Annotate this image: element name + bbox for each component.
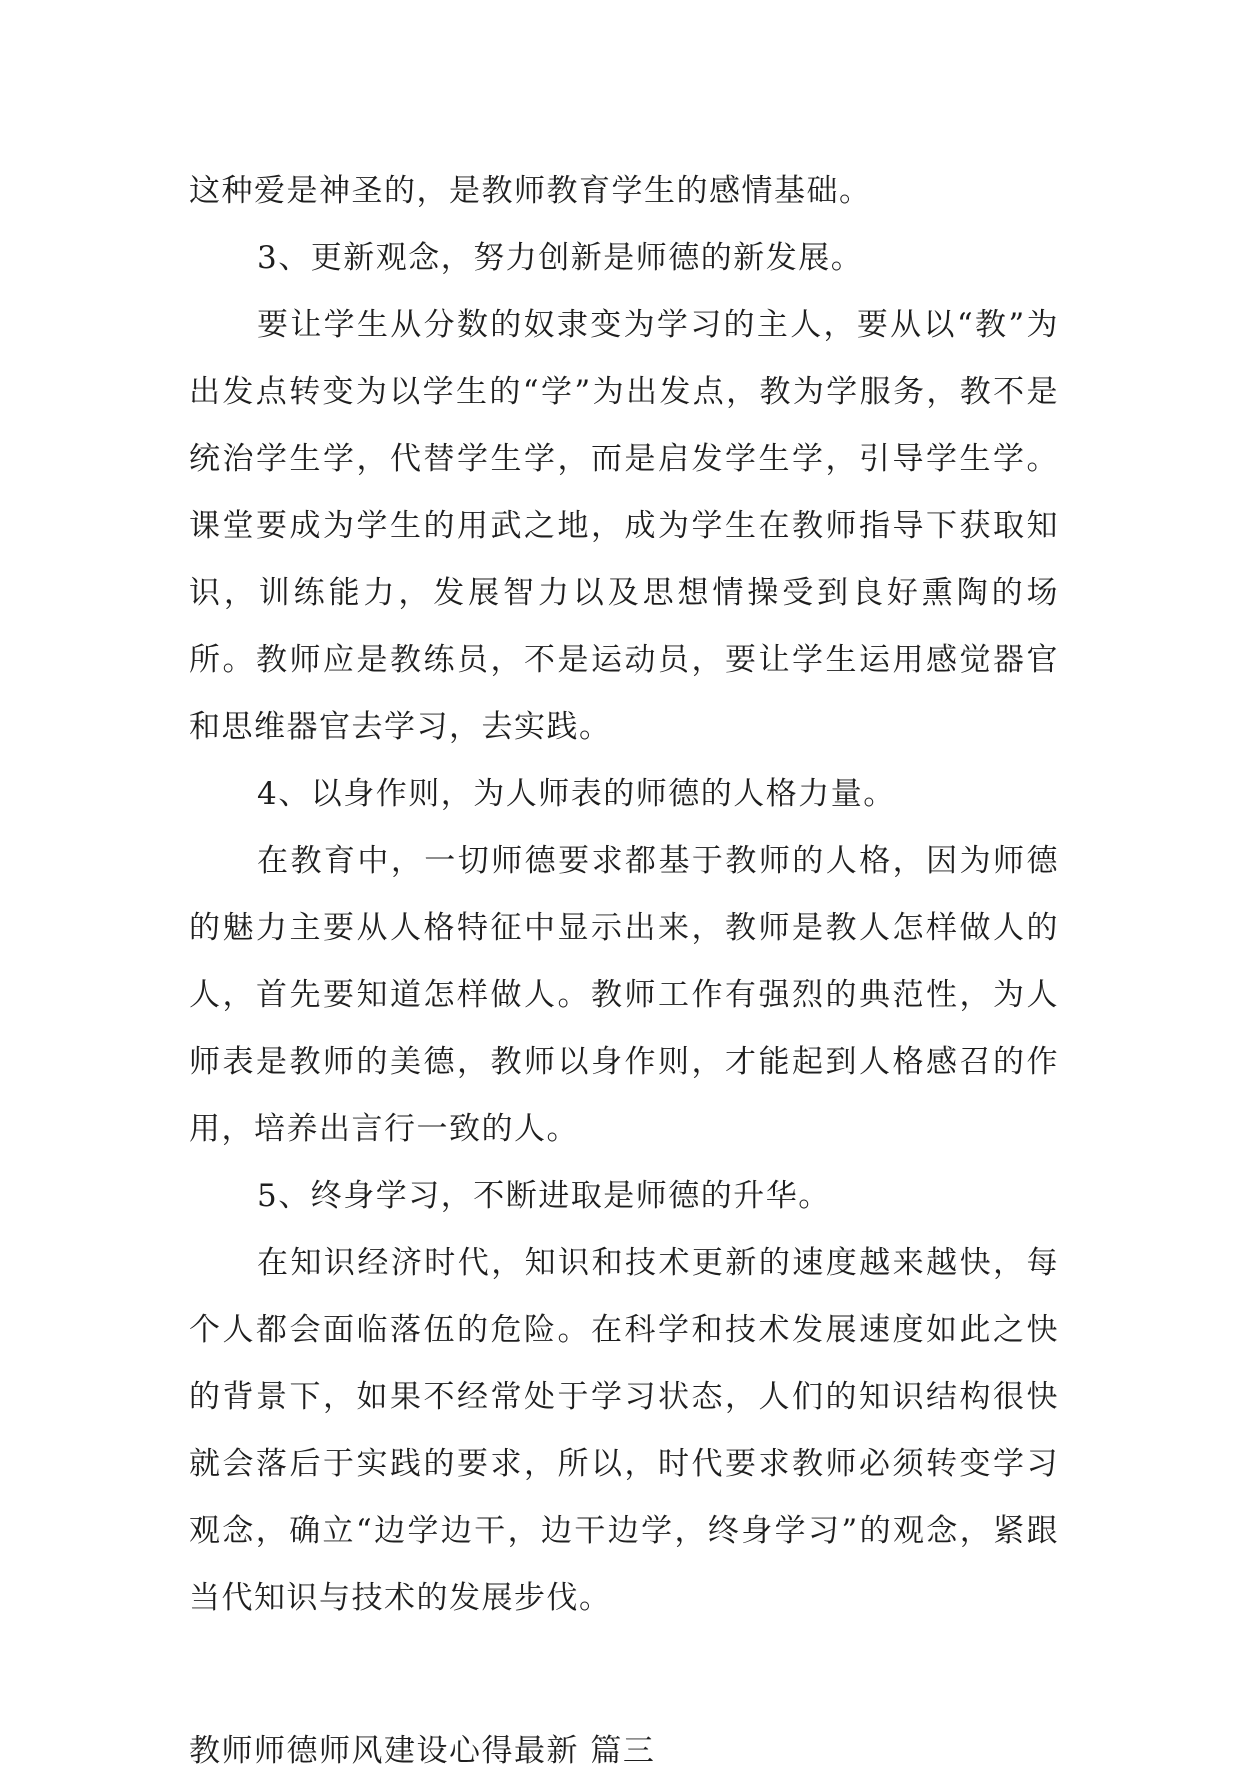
point-5-body: 在知识经济时代，知识和技术更新的速度越来越快，每个人都会面临落伍的危险。在科学和技术发展速度如此之快的背景下，如果不经常处于学习状态，人们的知识结构很快就会落后于实践的要求，所以，时代要求教师必须转变学习观念，确立“边学边干，边干边学，终身学习”的观念，紧跟当代知识与技术的发展步伐。 [189, 1245, 1059, 1616]
point-3-heading: 3、更新观念，努力创新是师德的新发展。 [257, 240, 864, 276]
point-4-body: 在教育中，一切师德要求都基于教师的人格，因为师德的魅力主要从人格特征中显示出来，教师是教人怎样做人的人，首先要知道怎样做人。教师工作有强烈的典范性，为人师表是教师的美德，教师以身作则，才能起到人格感召的作用，培养出言行一致的人。 [189, 843, 1059, 1147]
document-body [189, 158, 1059, 1785]
section-title: 教师师德师风建设心得最新 篇三 [189, 1733, 656, 1769]
point-4-heading: 4、以身作则，为人师表的师德的人格力量。 [257, 776, 896, 812]
point-5-heading: 5、终身学习，不断进取是师德的升华。 [257, 1178, 831, 1214]
paragraph-continuation: 这种爱是神圣的，是教师教育学生的感情基础。 [189, 173, 872, 209]
point-3-body: 要让学生从分数的奴隶变为学习的主人，要从以“教”为出发点转变为以学生的“学”为出发点，教为学服务，教不是统治学生学，代替学生学，而是启发学生学，引导学生学。课堂要成为学生的用武之地，成为学生在教师指导下获取知识，训练能力，发展智力以及思想情操受到良好熏陶的场所。教师应是教练员，不是运动员，要让学生运用感觉器官和思维器官去学习，去实践。 [189, 307, 1059, 745]
